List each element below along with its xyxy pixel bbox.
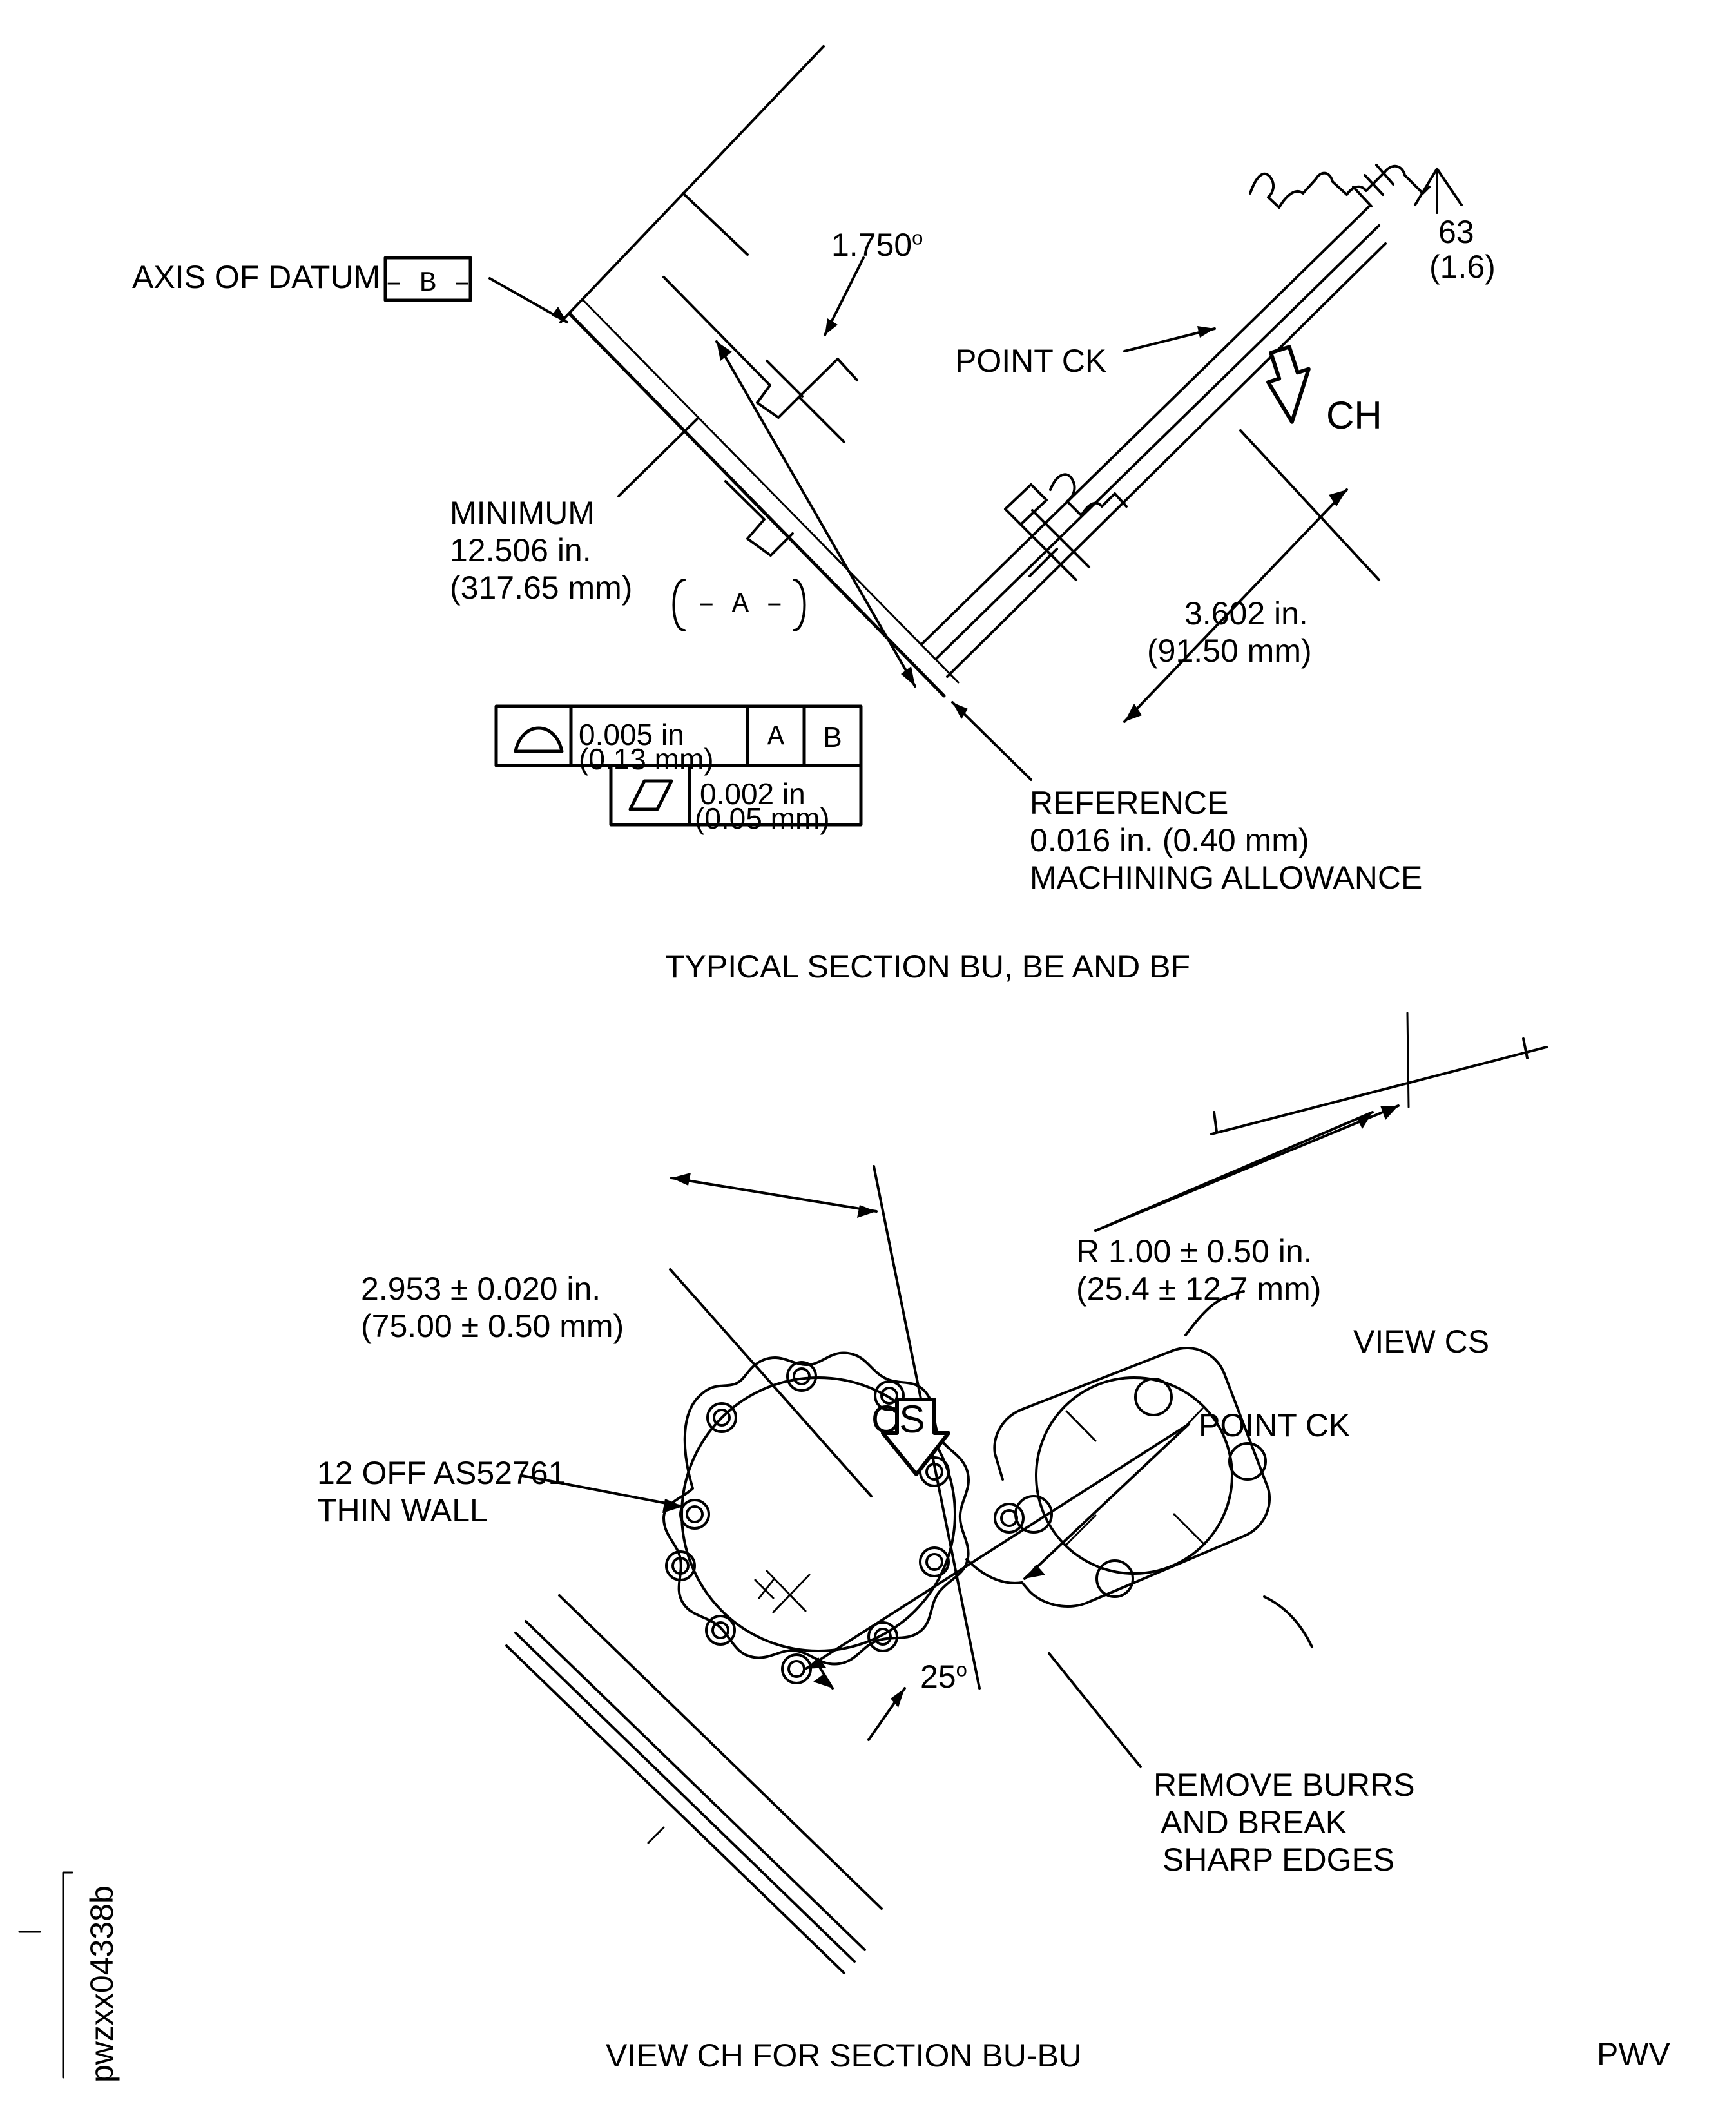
burrs-leader <box>1049 1653 1141 1767</box>
burrs-note-line2: AND BREAK <box>1153 1804 1347 1840</box>
case-wall-4 <box>559 1595 882 1909</box>
right-pad-hole-2 <box>1230 1443 1266 1479</box>
reference-note-line2: 0.016 in. (0.40 mm) <box>1030 822 1309 858</box>
case-wall-1 <box>506 1646 844 1973</box>
fcf-top-datum-a: A <box>767 721 785 753</box>
surface-finish-value: 63 <box>1438 214 1474 250</box>
dim-2953-extension-a <box>670 1269 871 1496</box>
thin-wall-note-line2: THIN WALL <box>317 1492 488 1528</box>
point-ck-label-upper: POINT CK <box>955 343 1107 379</box>
angle-1750-value: 1.750$^o$ <box>831 226 923 263</box>
degree-symbol: o <box>912 226 923 249</box>
minimum-leader <box>619 419 697 496</box>
case-wall-tick <box>648 1827 664 1843</box>
construction-tick-upper <box>683 193 747 255</box>
lower-view-title: VIEW CH FOR SECTION BU-BU <box>606 2037 1082 2074</box>
datum-a-left-cap <box>674 580 685 630</box>
view-ch-arrow-label: CH <box>1326 394 1382 437</box>
minimum-note-line2: 12.506 in. <box>450 532 592 568</box>
casing-outer-line-2 <box>583 300 958 682</box>
dim-3602-line2: (91.50 mm) <box>1147 633 1312 669</box>
dim-2953-line2: (75.00 ± 0.50 mm) <box>361 1308 624 1344</box>
view-ch-arrow <box>1260 343 1322 425</box>
rail-line-c <box>947 244 1385 677</box>
view-cs-tick-right <box>1523 1039 1527 1058</box>
fcf-top-tolerance-mm: (0.13 mm) <box>579 742 714 776</box>
right-pad-outline <box>967 1348 1269 1606</box>
view-cs-leader-2 <box>1095 1112 1373 1231</box>
reference-note-line3: MACHINING ALLOWANCE <box>1030 860 1423 896</box>
seal-profile-right <box>1250 166 1429 207</box>
fcf-top-tolerance-in: 0.005 in <box>579 718 684 751</box>
casing-tail-lower <box>1264 1597 1312 1647</box>
minimum-dimension-line <box>717 342 915 686</box>
inner-break-line <box>726 481 793 555</box>
datum-a-label: – A – <box>697 588 784 621</box>
angle-25-value: 25$^o$ <box>920 1658 967 1695</box>
upper-view-title: TYPICAL SECTION BU, BE AND BF <box>665 949 1190 985</box>
fcf-bottom-tolerance-mm: (0.05 mm) <box>695 802 830 835</box>
rail-line-b <box>936 226 1379 659</box>
fcf-top-datum-b: B <box>823 722 842 753</box>
view-cs-tick-left <box>1214 1112 1217 1132</box>
cs-arrow-label: CS <box>871 1398 925 1441</box>
drawing-number: pwzxx04338b <box>84 1885 120 2083</box>
datum-a-right-cap <box>794 580 805 630</box>
axis-of-datum-label: AXIS OF DATUM <box>132 259 381 295</box>
surface-finish-value-mm: (1.6) <box>1429 249 1496 285</box>
thin-wall-note-line1: 12 OFF AS52761 <box>317 1455 566 1491</box>
radius-note-line1: R 1.00 ± 0.50 in. <box>1076 1233 1313 1269</box>
angle-extension <box>767 361 802 396</box>
burrs-note-line3: SHARP EDGES <box>1153 1842 1395 1878</box>
dim-2953-line <box>671 1178 876 1211</box>
view-cs-title: VIEW CS <box>1353 1324 1490 1360</box>
view-cs-apex <box>1407 1013 1409 1107</box>
dim-2953-line1: 2.953 ± 0.020 in. <box>361 1271 601 1307</box>
degree-symbol-lower: o <box>956 1658 967 1681</box>
point-ck-label-lower: POINT CK <box>1199 1407 1351 1443</box>
reference-note-line1: REFERENCE <box>1030 785 1229 821</box>
burrs-note-line1: REMOVE BURRS <box>1153 1767 1415 1803</box>
right-pad-hole-1 <box>1135 1379 1172 1415</box>
casing-inner-break-line-2 <box>799 359 857 397</box>
radius-note-line2: (25.4 ± 12.7 mm) <box>1076 1271 1322 1307</box>
sheet-border-left <box>63 1873 72 2077</box>
casing-inner-break-line <box>664 277 844 442</box>
case-wall-3 <box>526 1621 865 1950</box>
profile-surface-symbol <box>516 728 562 751</box>
sheet-code: PWV <box>1597 2036 1670 2072</box>
rail-line-a <box>921 206 1369 644</box>
dim-3602-line1: 3.602 in. <box>1184 595 1308 631</box>
dim-3602-extension <box>1240 430 1379 580</box>
angle-leader-arrowhead <box>825 318 838 335</box>
minimum-note-line3: (317.65 mm) <box>450 570 633 606</box>
point-ck-leader-lower <box>1025 1424 1189 1579</box>
fcf-bottom-tolerance-in: 0.002 in <box>700 777 805 811</box>
axis-datum-arrowhead <box>552 307 567 322</box>
view-cs-line <box>1211 1047 1547 1134</box>
datum-b-label: – B – <box>385 267 471 300</box>
parallelism-symbol <box>630 781 671 809</box>
construction-line-upper <box>561 46 824 322</box>
minimum-note-line1: MINIMUM <box>450 495 595 531</box>
